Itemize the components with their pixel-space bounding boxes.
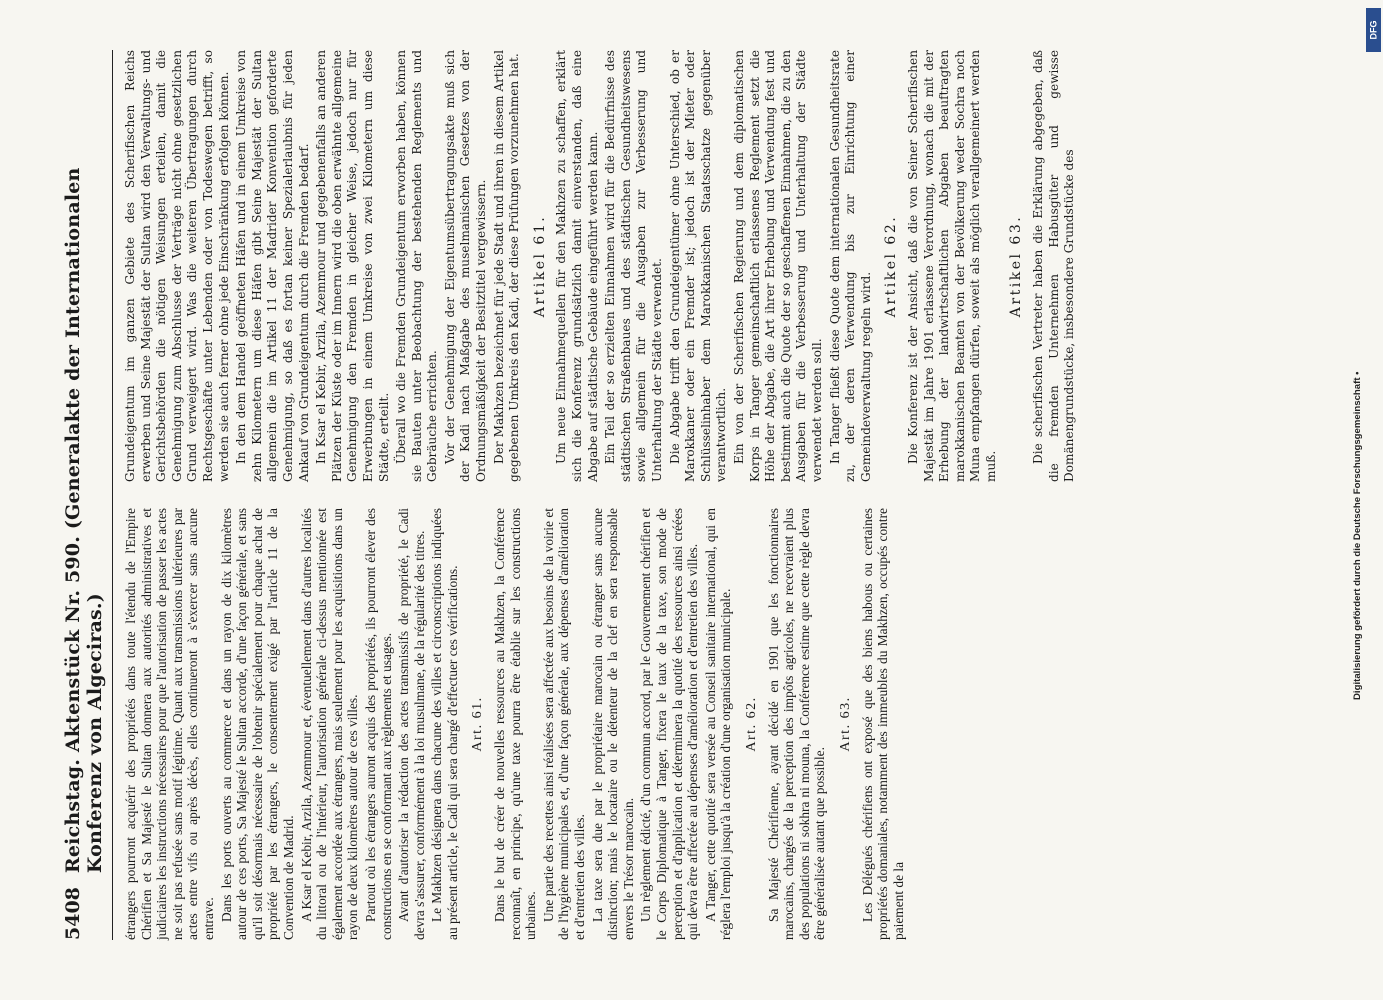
de-article-61-heading: Artikel 61.	[531, 214, 548, 318]
de-paragraph: In Tanger fließt diese Quote dem internationalen Gesundheitsrate zu, der deren Verwendung bis zur Einrichtung einer Gemeindeverwaltung regeln wird.	[827, 50, 873, 482]
fr-paragraph: étrangers pourront acquérir des propriétés dans toute l'étendu de l'Empire Chérifien et Sa Majesté le Sultan donnera aux autorités administratives et judiciaires les instructions nécessaires pour que l'autorisation de passer les actes ne soit pas refusée sans motif légitime. Quant aux transmissions ultérieures par actes entre vifs ou après décès, elles continueront à s'exercer sans aucune entrave.	[123, 508, 216, 940]
fr-paragraph: La taxe sera due par le propriétaire marocain ou étranger sans aucune distinction; mais le locataire ou le détenteur de la clef en sera responsable envers le Trésor marocain.	[589, 508, 636, 940]
fr-paragraph: Sa Majesté Chérifienne, ayant décidé en 1901 que les fonctionnaires marocains, chargés de la perception des impôts agricoles, ne recevraient plus des populations ni sokhra ni mouna, la Conférence estime que cette règle devra être généralisée autant que possible.	[765, 508, 828, 940]
fr-paragraph: Les Délégués chérifiens ont exposé que des biens habous ou certaines propriétés domaniales, notamment des immeubles du Makhzen, occupés contre paiement de la	[859, 508, 906, 940]
de-paragraph: Vor der Genehmigung der Eigentumsübertragungsakte muß sich der Kadi nach Maßgabe des muselmanischen Gesetzes von der Ordnungsmäßigkeit der Besitztitel vergewissern.	[442, 50, 489, 482]
de-article-62-heading: Artikel 62.	[883, 214, 900, 318]
fr-article-61-heading: Art. 61.	[470, 696, 486, 752]
fr-paragraph: Le Makhzen désignera dans chacune des villes et circonscriptions indiquées au présent article, le Cadi qui sera chargé d'effectuer ces vérifications.	[429, 508, 460, 940]
de-paragraph: Die scherifischen Vertreter haben die Erklärung abgegeben, daß die fremden Unternehmen Habusgüter und gewisse Domänengrundstücke, insbesondere Grundstücke des	[1031, 50, 1077, 482]
de-paragraph: Die Abgabe trifft den Grundeigentümer ohne Unterschied, ob er Marokkaner oder ein Fremder ist; jedoch ist der Mieter oder Schlüsselinhaber dem Marokkanischen Staatsschatze gegenüber verantwortlich.	[667, 50, 729, 482]
de-paragraph: Die Konferenz ist der Ansicht, daß die von Seiner Scherifischen Majestät im Jahre 1901 erlassene Verordnung, wonach die mit der Erhebung der landwirtschaftlichen Abgaben beauftragten marokkanischen Beamten von der Bevölkerung weder Sochra noch Muna empfangen dürfen, soweit als möglich verallgemeinert werden muß.	[905, 50, 998, 482]
dfg-logo	[1366, 8, 1381, 52]
fr-paragraph: A Ksar el Kebir, Arzila, Azemmour et, éventuellement dans d'autres localités du littoral ou de l'intérieur, l'autorisation générale ci-dessus mentionnée est également accordée aux étrangers, mais seulement pour les acquisitions dans un rayon de deux kilomètres autour de ces villes.	[298, 508, 361, 940]
fr-paragraph: Dans le but de créer de nouvelles ressources au Makhzen, la Conférence reconnaît, en principe, qu'une taxe pourra être établie sur les constructions urbaines.	[492, 508, 539, 940]
two-column-body	[123, 50, 1080, 940]
fr-paragraph: Partout où les étrangers auront acquis des propriétés, ils pourront élever des constructions en se conformant aux règlements et usages.	[362, 508, 394, 940]
de-paragraph: In Ksar el Kebir, Arzila, Azemmour und gegebenenfalls an anderen Plätzen der Küste oder im Innern wird die oben erwähnte allgemeine Genehmigung den Fremden in gleicher Weise, jedoch nur für Erwerbungen in einem Umkreise von zwei Kilometern um diese Städte, erteilt.	[314, 50, 391, 482]
de-paragraph: In den dem Handel geöffneten Häfen und in einem Umkreise von zehn Kilometern um diese Häfen gibt Seine Majestät der Sultan allgemein die im Artikel 11 der Madrider Konvention geforderte Genehmigung, so daß es fortan keiner Spezialerlaubnis für jeden Ankauf von Grundeigentum durch die Fremden bedarf.	[234, 50, 311, 482]
fr-paragraph: A Tanger, cette quotité sera versée au Conseil sanitaire international, qui en réglera l'emploi jusqu'à la création d'une organisation municipale.	[702, 508, 734, 940]
fr-paragraph: Une partie des recettes ainsi réalisées sera affectée aux besoins de la voirie et de l'hygiène municipales et, d'une façon générale, aux dépenses d'amélioration et d'entretien des villes.	[540, 508, 588, 940]
fr-paragraph: Avant d'autoriser la rédaction des actes transmissifs de propriété, le Cadi devra s'assurer, conformément à la loi musulmane, de la régularité des titres.	[396, 508, 427, 940]
de-paragraph: Ein von der Scherifischen Regierung und dem diplomatischen Korps in Tanger gemeinschaftlich erlassenes Reglement setzt die Höhe der Abgabe, die Art ihrer Erhebung und Verwendung fest und bestimmt auch die Quote der so geschaffenen Einnahmen, die zu den Ausgaben für die Verbesserung und Unterhaltung der Städte verwendet werden soll.	[731, 50, 824, 482]
fr-paragraph: Un règlement édicté, d'un commun accord, par le Gouvernement chérifien et le Corps Diplomatique à Tanger, fixera le taux de la taxe, son mode de perception et d'application et déterminera la quotité des ressources ainsi créées qui devra être affectée au dépenses d'amélioration et d'entretien des villes.	[638, 508, 701, 940]
de-paragraph: Grundeigentum im ganzen Gebiete des Scherifischen Reichs erwerben und Seine Majestät der Sultan wird den Verwaltungs- und Gerichtsbehörden die nötigen Weisungen erteilen, damit die Genehmigung zum Abschlusse der Verträge nicht ohne gesetzlichen Grund verweigert wird. Was die weiteren Übertragungen durch Rechtsgeschäfte unter Lebenden oder von Todeswegen betrifft, so werden sie auch ferner ohne jede Einschränkung erfolgen können.	[123, 50, 231, 482]
fr-article-63-heading: Art. 63.	[837, 696, 853, 752]
fr-paragraph: Dans les ports ouverts au commerce et dans un rayon de dix kilomètres autour de ces ports, Sa Majesté le Sultan accorde, d'une façon générale, et sans qu'il soit désormais nécessaire de l'obtenir spécialement pour chaque achat de propriété par les étrangers, le consentement exigé par l'article 11 de la Convention de Madrid.	[218, 508, 296, 940]
fr-article-62-heading: Art. 62.	[743, 696, 759, 752]
page-content	[62, 50, 1080, 940]
german-column	[123, 50, 1080, 482]
french-column	[123, 508, 1080, 940]
running-header	[62, 50, 113, 940]
digitization-note: Digitalisierung gefördert durch die Deutsche Forschungsgemeinschaft •	[1352, 371, 1363, 700]
de-paragraph: Ein Teil der so erzielten Einnahmen wird für die Bedürfnisse des städtischen Straßenbaues und des städtischen Gesundheitswesens sowie allgemein für die Ausgaben zur Verbesserung und Unterhaltung der Städte verwendet.	[603, 50, 664, 482]
de-paragraph: Überall wo die Fremden Grundeigentum erworben haben, können sie Bauten unter Beobachtung der bestehenden Reglements und Gebräuche errichten.	[394, 50, 440, 482]
page-number: 5408	[62, 887, 84, 940]
page-title: Reichstag. Aktenstück Nr. 590. (Generalakte der Internationalen Konferenz von Algeciras.)	[62, 167, 106, 874]
dfg-logo-text: DFG	[1368, 20, 1379, 40]
de-paragraph: Der Makhzen bezeichnet für jede Stadt und ihren in diesem Artikel gegebenen Umkreis den Kadi, der diese Prüfungen vorzunehmen hat.	[491, 50, 522, 482]
de-paragraph: Um neue Einnahmequellen für den Makhzen zu schaffen, erklärt sich die Konferenz grundsätzlich damit einverstanden, daß eine Abgabe auf städtische Gebäude eingeführt werden kann.	[554, 50, 600, 482]
de-article-63-heading: Artikel 63.	[1008, 214, 1025, 318]
